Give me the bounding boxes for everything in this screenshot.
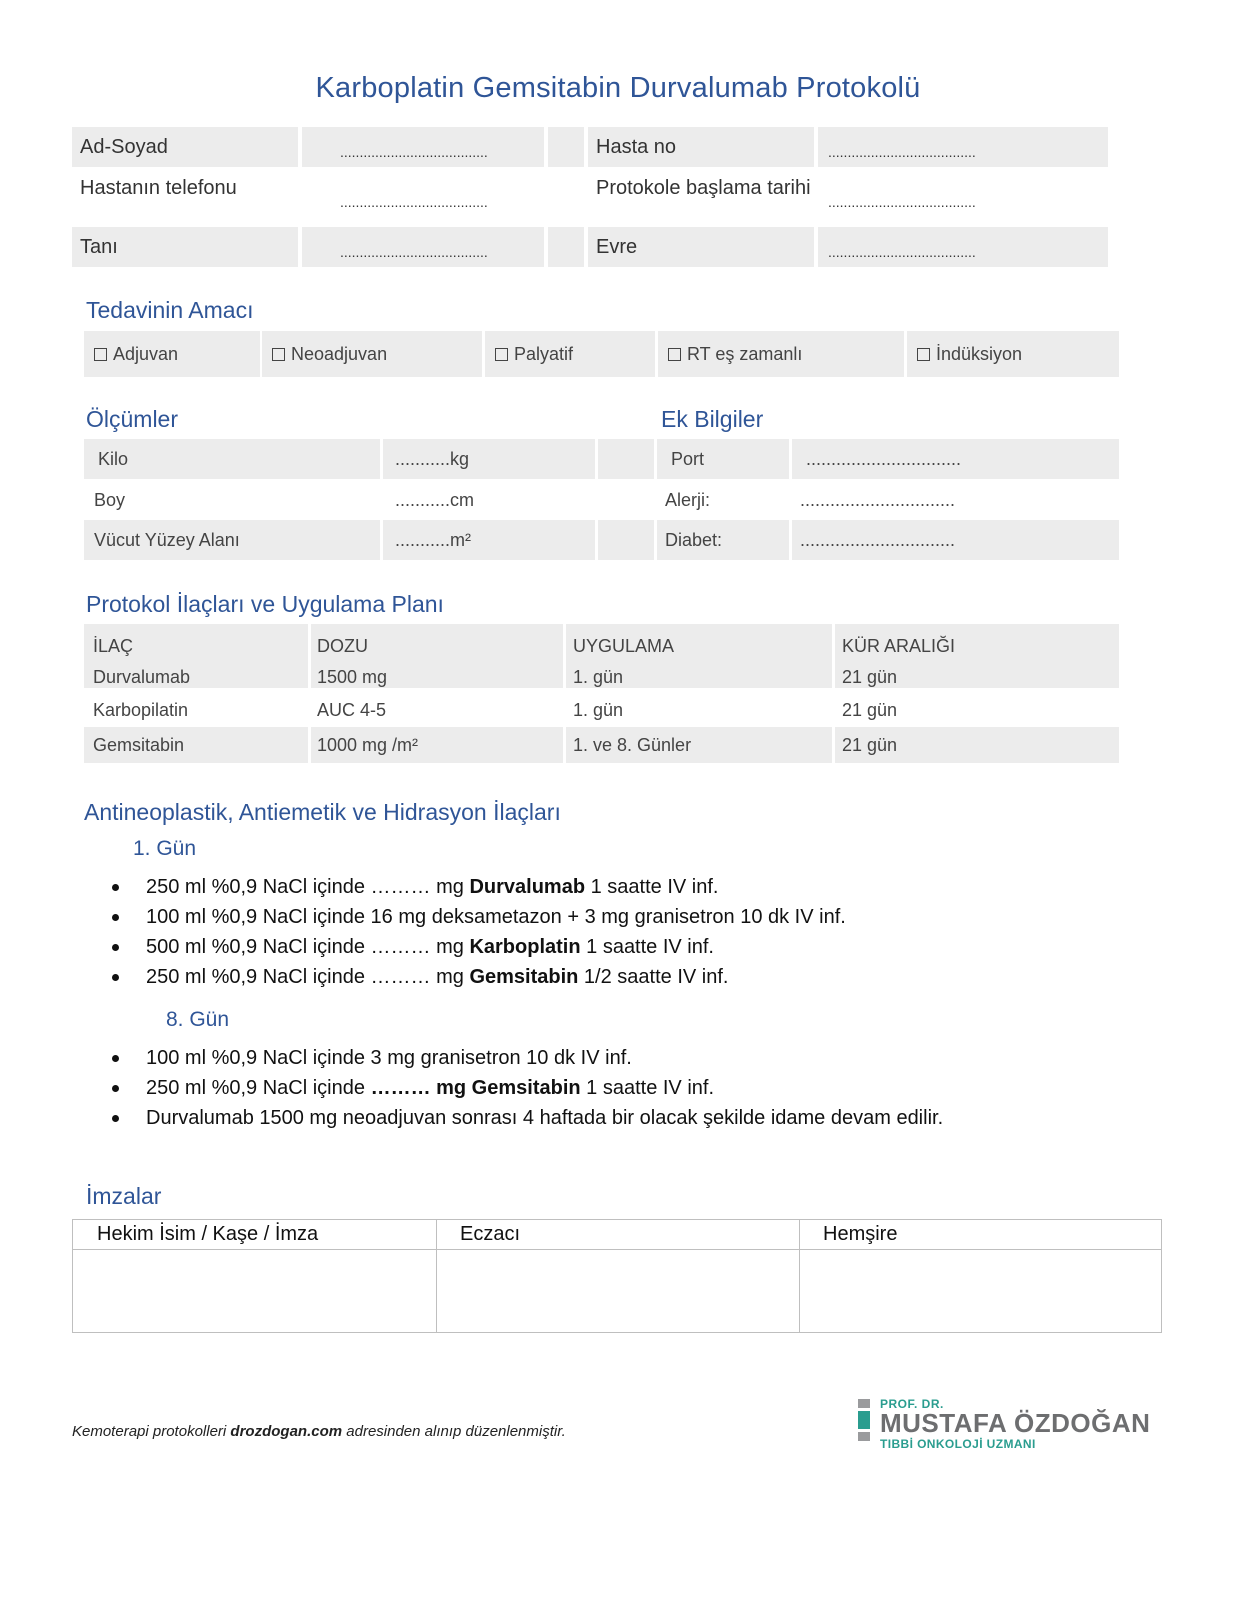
signatures-heading: İmzalar	[86, 1183, 162, 1209]
baslama-tarihi-label: Protokole başlama tarihi	[596, 176, 811, 199]
diabet-field[interactable]: ...............................	[792, 520, 1119, 560]
kilo-label: Kilo	[84, 439, 380, 479]
alerji-label: Alerji:	[665, 489, 711, 510]
footer-link[interactable]: drozdogan.com	[230, 1423, 343, 1440]
checkbox-icon[interactable]	[495, 348, 508, 361]
list-item: 250 ml %0,9 NaCl içinde ……… mg Gemsitabin 1 saatte IV inf.	[112, 1073, 943, 1103]
baslama-tarihi-field[interactable]: ......................................	[828, 194, 976, 210]
spacer-cell	[548, 127, 584, 167]
option-palyatif[interactable]	[485, 331, 655, 377]
spacer-cell	[598, 520, 654, 560]
tani-field[interactable]: ......................................	[302, 227, 544, 267]
logo-line2: MUSTAFA ÖZDOĞAN	[880, 1408, 1151, 1438]
day8-title: 8. Gün	[166, 1008, 230, 1031]
table-cell: 1. gün	[573, 666, 624, 687]
table-cell: 1. ve 8. Günler	[573, 734, 692, 755]
table-cell: 21 gün	[842, 666, 898, 687]
list-item: 250 ml %0,9 NaCl içinde ……… mg Durvalumab 1 saatte IV inf.	[112, 872, 846, 902]
treatment-goal-heading: Tedavinin Amacı	[86, 297, 254, 323]
list-item: 100 ml %0,9 NaCl içinde 3 mg granisetron 10 dk IV inf.	[112, 1043, 943, 1073]
signature-hemsire-box[interactable]	[800, 1250, 1161, 1332]
option-label: Neoadjuvan	[291, 343, 388, 364]
logo-mark-icon	[858, 1399, 870, 1444]
spacer-cell	[598, 439, 654, 479]
port-label: Port	[657, 439, 789, 479]
column-header: İLAÇ	[93, 635, 134, 656]
option-label: RT eş zamanlı	[687, 343, 803, 364]
option-label: Palyatif	[514, 343, 574, 364]
ad-soyad-label: Ad-Soyad	[72, 127, 298, 167]
column-header: DOZU	[317, 635, 368, 656]
day1-list	[112, 872, 846, 992]
diabet-label: Diabet:	[657, 520, 789, 560]
page-title: Karboplatin Gemsitabin Durvalumab Protokolü	[315, 72, 921, 104]
evre-field[interactable]: ......................................	[818, 227, 1108, 267]
logo	[858, 1399, 1158, 1449]
hasta-no-label: Hasta no	[588, 127, 814, 167]
port-field[interactable]: ...............................	[792, 439, 1119, 479]
list-item: 500 ml %0,9 NaCl içinde ……… mg Karboplatin 1 saatte IV inf.	[112, 932, 846, 962]
tani-label: Tanı	[72, 227, 298, 267]
telefon-field[interactable]: ......................................	[340, 194, 488, 210]
option-label: İndüksiyon	[936, 343, 1023, 364]
table-cell: Karbopilatin	[93, 699, 189, 720]
vya-label: Vücut Yüzey Alanı	[84, 520, 380, 560]
signature-hekim-box[interactable]	[73, 1250, 436, 1332]
day8-list	[112, 1043, 943, 1133]
table-cell: 1. gün	[573, 699, 624, 720]
table-cell: 21 gün	[842, 734, 898, 755]
table-cell: Gemsitabin	[93, 734, 185, 755]
signature-hemsire-header: Hemşire	[823, 1223, 898, 1245]
table-cell: 1500 mg	[317, 666, 388, 687]
option-adjuvan[interactable]	[84, 331, 260, 377]
spacer-cell	[548, 227, 584, 267]
signature-table	[72, 1219, 1162, 1333]
list-item: 100 ml %0,9 NaCl içinde 16 mg deksametazon + 3 mg granisetron 10 dk IV inf.	[112, 902, 846, 932]
checkbox-icon[interactable]	[94, 348, 107, 361]
boy-field[interactable]: ...........cm	[395, 489, 475, 510]
table-cell: 21 gün	[842, 699, 898, 720]
signature-hekim-header: Hekim İsim / Kaşe / İmza	[97, 1223, 319, 1245]
extra-info-heading: Ek Bilgiler	[661, 406, 764, 432]
ad-soyad-field[interactable]: ......................................	[302, 127, 544, 167]
option-neoadjuvan[interactable]	[262, 331, 482, 377]
boy-label: Boy	[94, 489, 126, 510]
signature-eczaci-box[interactable]	[437, 1250, 799, 1332]
table-cell: 1000 mg /m²	[317, 734, 419, 755]
telefon-label: Hastanın telefonu	[80, 176, 237, 199]
logo-line1: PROF. DR.	[880, 1397, 944, 1411]
option-label: Adjuvan	[113, 343, 179, 364]
list-item: Durvalumab 1500 mg neoadjuvan sonrası 4 haftada bir olacak şekilde idame devam edilir.	[112, 1103, 943, 1133]
column-header: UYGULAMA	[573, 635, 675, 656]
checkbox-icon[interactable]	[272, 348, 285, 361]
alerji-field[interactable]: ...............................	[800, 489, 956, 510]
vya-field[interactable]: ...........m²	[383, 520, 595, 560]
column-header: KÜR ARALIĞI	[842, 635, 956, 656]
regimen-heading: Antineoplastik, Antiemetik ve Hidrasyon İlaçları	[84, 799, 561, 825]
checkbox-icon[interactable]	[668, 348, 681, 361]
checkbox-icon[interactable]	[917, 348, 930, 361]
measurements-heading: Ölçümler	[86, 406, 179, 432]
signature-eczaci-header: Eczacı	[460, 1223, 521, 1245]
table-cell: AUC 4-5	[317, 699, 387, 720]
kilo-field[interactable]: ...........kg	[383, 439, 595, 479]
list-item: 250 ml %0,9 NaCl içinde ……… mg Gemsitabin 1/2 saatte IV inf.	[112, 962, 846, 992]
table-cell: Durvalumab	[93, 666, 191, 687]
hasta-no-field[interactable]: ......................................	[818, 127, 1108, 167]
option-rt-es-zamanli[interactable]	[658, 331, 904, 377]
logo-line3: TIBBİ ONKOLOJİ UZMANI	[880, 1437, 1036, 1451]
option-induksiyon[interactable]	[907, 331, 1119, 377]
drug-plan-heading: Protokol İlaçları ve Uygulama Planı	[86, 591, 444, 617]
evre-label: Evre	[588, 227, 814, 267]
day1-title: 1. Gün	[133, 837, 197, 860]
footer-note: Kemoterapi protokolleri drozdogan.com adresinden alınıp düzenlenmiştir.	[72, 1423, 566, 1440]
